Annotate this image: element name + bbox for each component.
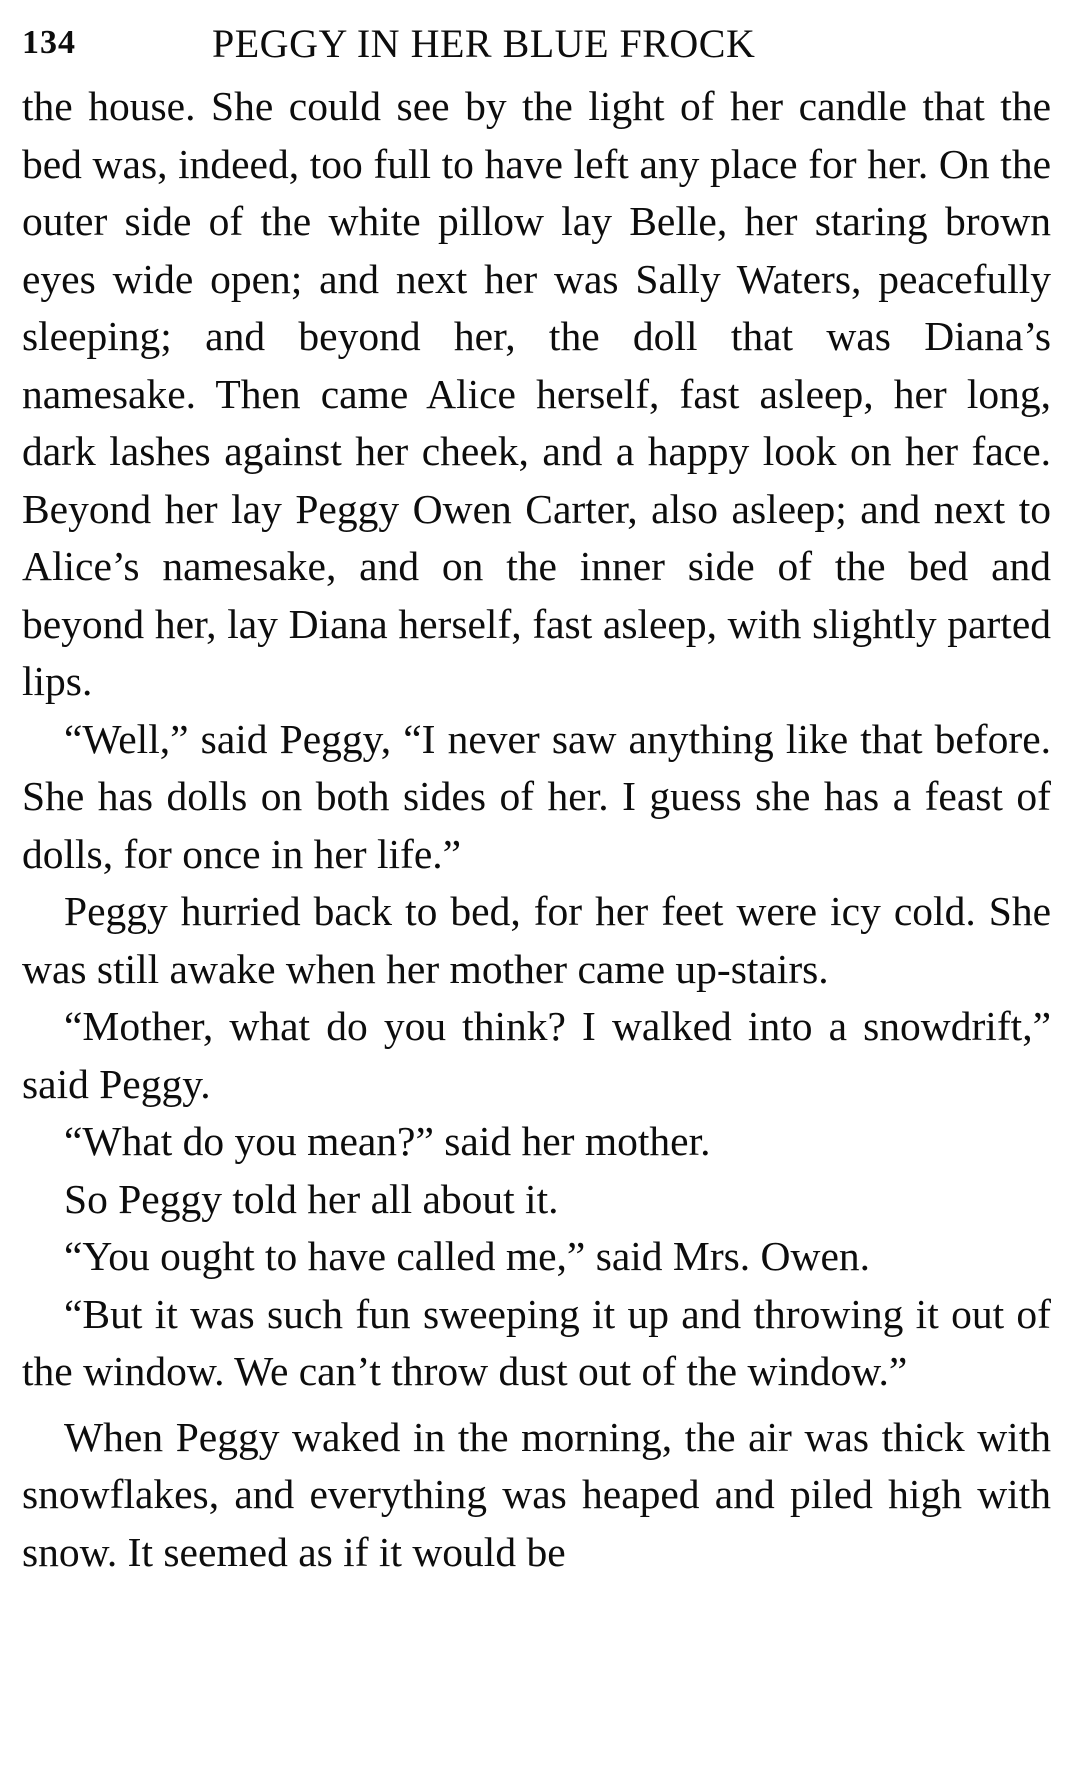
paragraph: “But it was such fun sweeping it up and throwing it out of the window. We can’t throw dust out of the window.” [22, 1290, 1051, 1394]
body-text [22, 78, 1051, 1581]
paragraph: “Well,” said Peggy, “I never saw anything like that before. She has dolls on both sides of her. I guess she has a feast of dolls, for once in her life.” [22, 715, 1051, 877]
book-title: PEGGY IN HER BLUE FROCK [212, 21, 756, 66]
paragraph: “Mother, what do you think? I walked into a snowdrift,” said Peggy. [22, 1003, 1051, 1107]
paragraph: So Peggy told her all about it. [64, 1175, 559, 1222]
paragraph: “What do you mean?” said her mother. [64, 1118, 711, 1164]
running-head [22, 10, 1051, 78]
paragraph: “You ought to have called me,” said Mrs. Owen. [64, 1233, 871, 1279]
paragraph-continued: the house. She could see by the light of her candle that the bed was, indeed, too full to have left any place for her. On the outer side of the white pillow lay Belle, her staring brown eyes wide open; and next her was Sally Waters, peacefully sleeping; and beyond her, the doll that was Diana’s namesake. Then came Alice herself, fast asleep, her long, dark lashes against her cheek, and a happy look on her face. Beyond her lay Peggy Owen Carter, also asleep; and next to Alice’s namesake, and on the inner side of the bed and beyond her, lay Diana herself, fast asleep, with slightly parted lips. [22, 83, 1051, 704]
page-number: 134 [22, 24, 76, 61]
paragraph: When Peggy waked in the morning, the air was thick with snowflakes, and everything was heaped and piled high with snow. It seemed as if it would be [22, 1413, 1051, 1575]
paragraph: Peggy hurried back to bed, for her feet were icy cold. She was still awake when her mother came up-stairs. [22, 888, 1051, 992]
